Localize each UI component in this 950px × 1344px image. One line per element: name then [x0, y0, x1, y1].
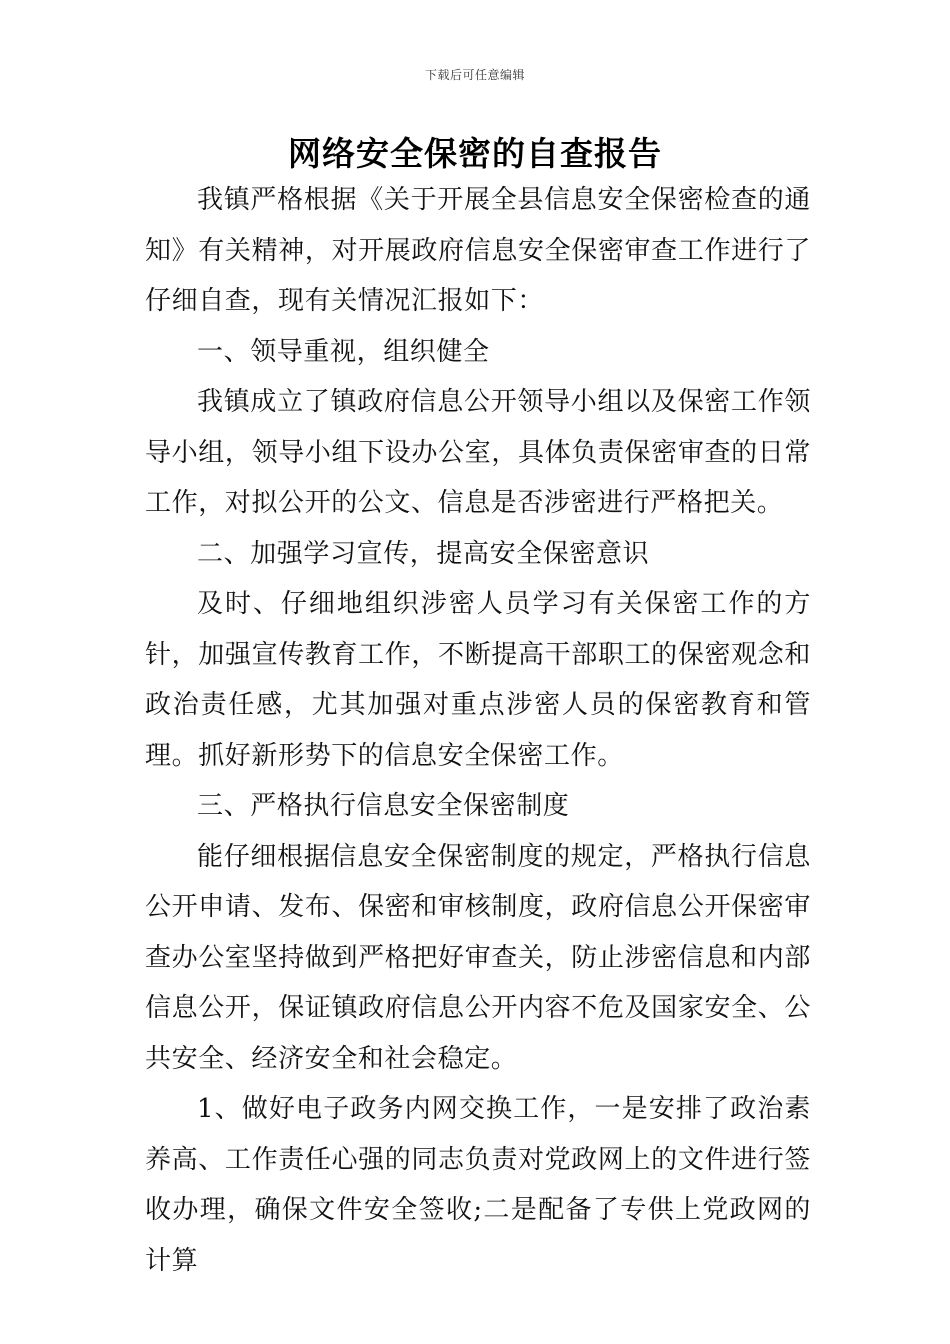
document-body	[145, 175, 811, 1286]
section-heading-3: 三、严格执行信息安全保密制度	[197, 791, 570, 821]
paragraph-section-2: 及时、仔细地组织涉密人员学习有关保密工作的方针，加强宣传教育工作，不断提高干部职工的保密观念和政治责任感，尤其加强对重点涉密人员的保密教育和管理。抓好新形势下的信息安全保密工作。	[145, 589, 811, 771]
paragraph-section-3: 能仔细根据信息安全保密制度的规定，严格执行信息公开申请、发布、保密和审核制度，政府信息公开保密审查办公室坚持做到严格把好审查关，防止涉密信息和内部信息公开，保证镇政府信息公开内容不危及国家安全、公共安全、经济安全和社会稳定。	[145, 841, 811, 1074]
header-note: 下载后可任意编辑	[424, 68, 525, 82]
document-title: 网络安全保密的自查报告	[288, 134, 662, 173]
paragraph-item-1: 1、做好电子政务内网交换工作，一是安排了政治素养高、工作责任心强的同志负责对党政网上的文件进行签收办理，确保文件安全签收;二是配备了专供上党政网的计算	[145, 1094, 811, 1276]
section-heading-2: 二、加强学习宣传，提高安全保密意识	[197, 538, 650, 569]
paragraph-intro: 我镇严格根据《关于开展全县信息安全保密检查的通知》有关精神，对开展政府信息安全保密审查工作进行了仔细自查，现有关情况汇报如下：	[145, 185, 811, 316]
section-heading-1: 一、领导重视，组织健全	[197, 336, 490, 367]
paragraph-section-1: 我镇成立了镇政府信息公开领导小组以及保密工作领导小组，领导小组下设办公室，具体负责保密审查的日常工作，对拟公开的公文、信息是否涉密进行严格把关。	[145, 387, 811, 518]
